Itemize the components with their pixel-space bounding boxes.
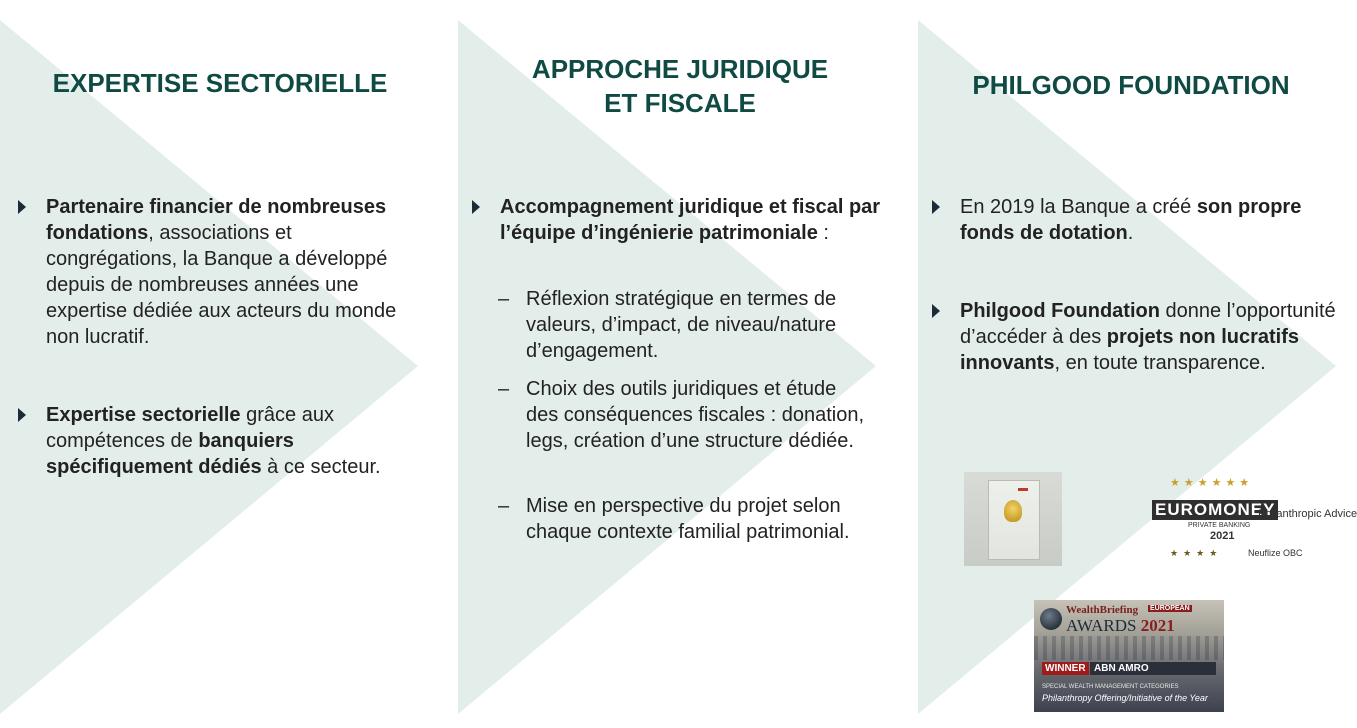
column-approche-juridique	[460, 0, 900, 728]
wealthbriefing-region: EUROPEAN	[1150, 605, 1190, 612]
euromoney-bank: Neuflize OBC	[1248, 548, 1303, 558]
winner-badge: WINNER	[1042, 662, 1089, 675]
sub-item-text: Mise en perspective du projet selon chaque contexte familial patrimonial.	[526, 495, 850, 543]
triangle-bullet-icon	[932, 200, 940, 214]
triangle-bullet-icon	[18, 200, 26, 214]
award-category: Philanthropy Offering/Initiative of the Year	[1042, 693, 1208, 703]
euromoney-award-logo	[1150, 476, 1357, 562]
column-title: PHILGOOD FOUNDATION	[972, 70, 1290, 100]
wealthbriefing-awards-title: AWARDS 2021	[1066, 616, 1175, 635]
sub-item-text: Choix des outils juridiques et étude des conséquences fiscales : donation, legs, création d’une structure dédiée.	[526, 378, 864, 452]
euromoney-brand: EUROMONEY	[1152, 500, 1278, 520]
trophy-award-image	[964, 472, 1062, 566]
euromoney-program: PRIVATE BANKING	[1188, 522, 1251, 529]
dash-bullet: –	[498, 288, 510, 310]
trophy-logo-mark	[1018, 488, 1028, 491]
column-expertise-sectorielle	[0, 0, 440, 728]
bullet-text: Accompagnement juridique et fiscal par l’équipe d’ingénierie patrimoniale :	[500, 196, 881, 244]
dash-bullet: –	[498, 378, 510, 400]
dash-bullet: –	[498, 495, 510, 517]
bullet-item	[932, 194, 1342, 246]
sub-item	[498, 286, 868, 364]
column-title: APPROCHE JURIDIQUE ET FISCALE	[531, 54, 829, 118]
bullet-item	[932, 298, 1342, 376]
bullet-item	[18, 194, 428, 350]
euromoney-category: Philanthropic Advice	[1258, 508, 1357, 520]
stars-icon: ★★★★	[1170, 548, 1223, 558]
bullet-item	[472, 194, 892, 246]
sub-item-text: Réflexion stratégique en termes de valeurs, d’impact, de niveau/nature d’engagement.	[526, 288, 837, 362]
wealthbriefing-award-image	[1034, 600, 1224, 712]
bullet-text: En 2019 la Banque a créé son propre fonds de dotation.	[960, 196, 1302, 244]
triangle-bullet-icon	[932, 304, 940, 318]
award-group: SPECIAL WEALTH MANAGEMENT CATEGORIES	[1042, 684, 1179, 690]
bullet-text: Partenaire financier de nombreuses fondations, associations et congrégations, la Banque a développé depuis de nombreuses années une expertise dédiée aux acteurs du monde non lucratif.	[46, 196, 397, 348]
bullet-item	[18, 402, 428, 480]
bullet-text: Expertise sectorielle grâce aux compétences de banquiers spécifiquement dédiés à ce secteur.	[46, 404, 381, 478]
stars-icon: ★★★★★★	[1170, 477, 1254, 489]
euromoney-year: 2021	[1210, 530, 1235, 542]
sub-item	[498, 376, 868, 454]
trophy-emblem-icon	[1004, 500, 1022, 522]
column-title: EXPERTISE SECTORIELLE	[52, 68, 388, 98]
bullet-text: Philgood Foundation donne l’opportunité d’accéder à des projets non lucratifs innovants, en toute transparence.	[960, 300, 1336, 374]
winner-name: ABN AMRO	[1090, 662, 1216, 675]
wealthbriefing-brand: WealthBriefing	[1066, 604, 1139, 616]
globe-icon	[1040, 608, 1062, 630]
sub-item	[498, 493, 868, 545]
skyline-image	[1034, 636, 1224, 660]
triangle-bullet-icon	[472, 200, 480, 214]
triangle-bullet-icon	[18, 408, 26, 422]
